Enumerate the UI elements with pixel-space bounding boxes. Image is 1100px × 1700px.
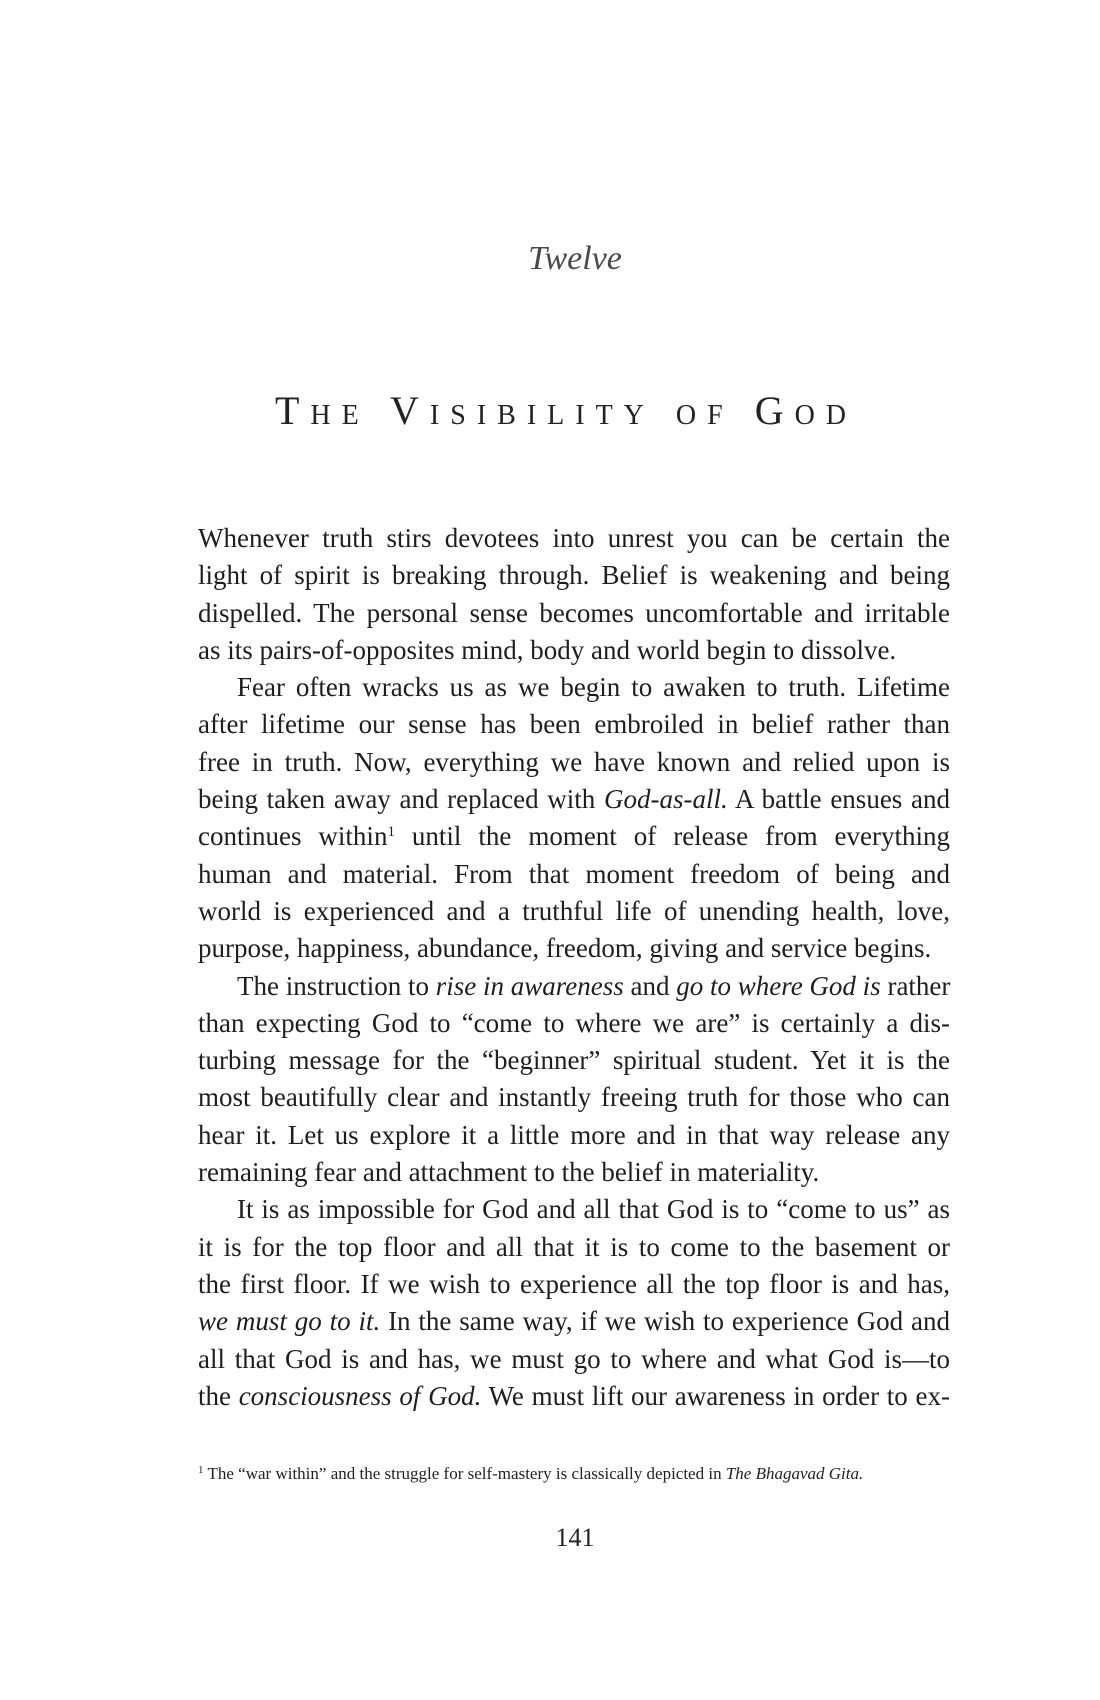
text-segment: light of spirit is breaking through. Belief is weakening and being [198, 560, 950, 591]
footnote-book-title: The Bhagavad Gita. [725, 1464, 864, 1483]
italic-text: rise in awareness [435, 970, 624, 1001]
footnote-reference: 1 [387, 824, 395, 841]
text-segment: turbing message for the “beginner” spiritual student. Yet it is the [198, 1045, 950, 1076]
chapter-title: The Visibility of God [275, 388, 858, 433]
text-line [198, 595, 950, 632]
text-segment: free in truth. Now, everything we have known and relied upon is [198, 746, 950, 777]
text-segment: hear it. Let us explore it a little more and in that way release any [198, 1119, 950, 1150]
text-segment: being taken away and replaced with [198, 784, 604, 815]
text-line [198, 1117, 950, 1154]
chapter-label: Twelve [528, 240, 622, 277]
text-line [198, 1079, 950, 1116]
text-line [198, 893, 950, 930]
text-segment: In the same way, if we wish to experience God and [380, 1306, 950, 1337]
page-number: 141 [555, 1523, 595, 1552]
text-segment: We must lift our awareness in order to ex- [481, 1380, 950, 1411]
text-segment: It is as impossible for God and all that God is to “come to us” as [237, 1194, 950, 1225]
text-segment: the [198, 1380, 239, 1411]
text-segment: and [623, 970, 677, 1001]
text-segment: continues within [198, 821, 388, 852]
text-line [198, 781, 950, 818]
text-segment: A battle ensues and [727, 784, 950, 815]
text-segment: it is for the top floor and all that it is to come to the basement or [198, 1231, 950, 1262]
text-segment: human and material. From that moment freedom of being and [198, 858, 950, 889]
text-line [198, 744, 950, 781]
italic-text: God-as-all. [604, 784, 728, 815]
text-line [198, 632, 950, 669]
text-segment: The instruction to [237, 970, 436, 1001]
text-line [198, 1005, 950, 1042]
text-segment: Fear often wracks us as we begin to awaken to truth. Lifetime [237, 672, 950, 703]
text-line [198, 520, 950, 557]
text-line [198, 856, 950, 893]
text-line [198, 968, 950, 1005]
text-segment: dispelled. The personal sense becomes uncomfortable and irritable [198, 597, 950, 628]
text-line [198, 1303, 950, 1340]
text-segment: remaining fear and attachment to the belief in materiality. [198, 1157, 820, 1188]
footnote [198, 1464, 863, 1484]
text-line [198, 1191, 950, 1228]
footnote-marker: 1 [198, 1464, 204, 1476]
text-line [198, 1154, 950, 1191]
text-segment: after lifetime our sense has been embroiled in belief rather than [198, 709, 950, 740]
text-segment: world is experienced and a truthful life of unending health, love, [198, 895, 950, 926]
text-line [198, 1266, 950, 1303]
text-line [198, 1341, 950, 1378]
text-segment: as its pairs-of-opposites mind, body and world begin to dissolve. [198, 634, 897, 665]
text-segment: the first floor. If we wish to experience all the top floor is and has, [198, 1268, 950, 1299]
text-line [198, 557, 950, 594]
text-segment: than expecting God to “come to where we are” is certainly a dis- [198, 1007, 950, 1038]
footnote-text: The “war within” and the struggle for self-mastery is classically depicted in [207, 1464, 726, 1483]
text-line [198, 1042, 950, 1079]
text-segment: all that God is and has, we must go to where and what God is—to [198, 1343, 950, 1374]
italic-text: we must go to it. [198, 1306, 381, 1337]
text-line [198, 1378, 950, 1415]
italic-text: consciousness of God. [238, 1380, 482, 1411]
text-line [198, 706, 950, 743]
text-line [198, 669, 950, 706]
text-line [198, 818, 950, 855]
text-segment: until the moment of release from everything [394, 821, 951, 852]
body-text [198, 520, 950, 1415]
text-line [198, 1229, 950, 1266]
text-segment: purpose, happiness, abundance, freedom, giving and service begins. [198, 933, 932, 964]
text-line [198, 930, 950, 967]
text-segment: Whenever truth stirs devotees into unrest you can be certain the [198, 523, 950, 553]
text-segment: rather [880, 970, 951, 1001]
italic-text: go to where God is [676, 970, 881, 1001]
text-segment: most beautifully clear and instantly freeing truth for those who can [198, 1082, 950, 1113]
